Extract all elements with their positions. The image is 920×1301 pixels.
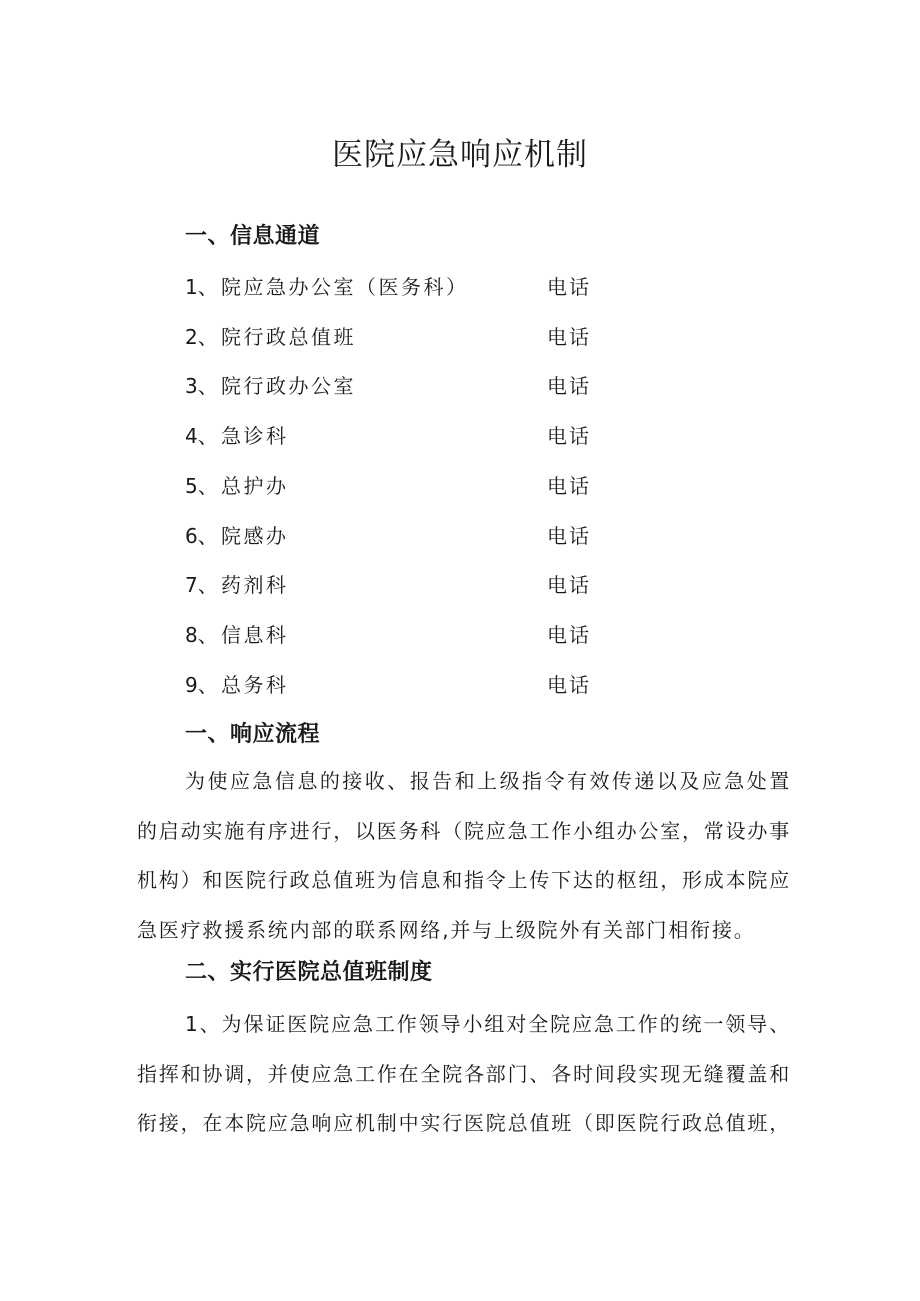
contact-phone-label: 电话 [547,573,591,597]
contact-number: 9、 [185,673,218,697]
section-heading-response-flow: 一、响应流程 [185,722,321,747]
contact-phone-label: 电话 [547,673,591,697]
document-title: 医院应急响应机制 [332,137,588,173]
contact-number: 8、 [185,623,218,647]
contact-phone-label: 电话 [547,424,591,448]
contact-name: 院感办 [221,524,289,548]
contact-number: 1、 [185,275,218,299]
contact-name: 药剂科 [221,573,289,597]
contact-row [185,371,605,401]
contact-name: 院行政办公室 [221,374,356,398]
contact-name: 院行政总值班 [221,325,356,349]
contact-phone-label: 电话 [547,474,591,498]
contact-phone-label: 电话 [547,275,591,299]
contact-number: 5、 [185,474,218,498]
section-heading-duty-system: 二、实行医院总值班制度 [185,960,433,985]
contact-phone-label: 电话 [547,623,591,647]
contact-row [185,570,605,600]
contact-number: 7、 [185,573,218,597]
contact-row [185,272,605,302]
contact-row [185,521,605,551]
contact-name: 总务科 [221,673,289,697]
contact-row [185,471,605,501]
contact-number: 3、 [185,374,218,398]
contact-name: 急诊科 [221,424,289,448]
response-flow-paragraph: 为使应急信息的接收、报告和上级指令有效传递以及应急处置的启动实施有序进行，以医务科（院应急工作小组办公室，常设办事机构）和医院行政总值班为信息和指令上传下达的枢纽，形成本院应急医疗救援系统内部的联系网络,并与上级院外有关部门相衔接。 [137,769,791,943]
contact-name: 院应急办公室（医务科） [221,275,469,299]
contact-row [185,620,605,650]
contact-phone-label: 电话 [547,325,591,349]
contact-name: 总护办 [221,474,289,498]
contact-name: 信息科 [221,623,289,647]
contact-row [185,322,605,352]
duty-system-paragraph: 1、为保证医院应急工作领导小组对全院应急工作的统一领导、指挥和协调，并使应急工作在全院各部门、各时间段实现无缝覆盖和衔接，在本院应急响应机制中实行医院总值班（即医院行政总值班， [137,1012,791,1136]
contact-row [185,421,605,451]
contact-number: 4、 [185,424,218,448]
contact-row [185,670,605,700]
contact-phone-label: 电话 [547,374,591,398]
contact-number: 6、 [185,524,218,548]
contact-phone-label: 电话 [547,524,591,548]
contact-number: 2、 [185,325,218,349]
section-heading-info-channel: 一、信息通道 [185,224,321,249]
